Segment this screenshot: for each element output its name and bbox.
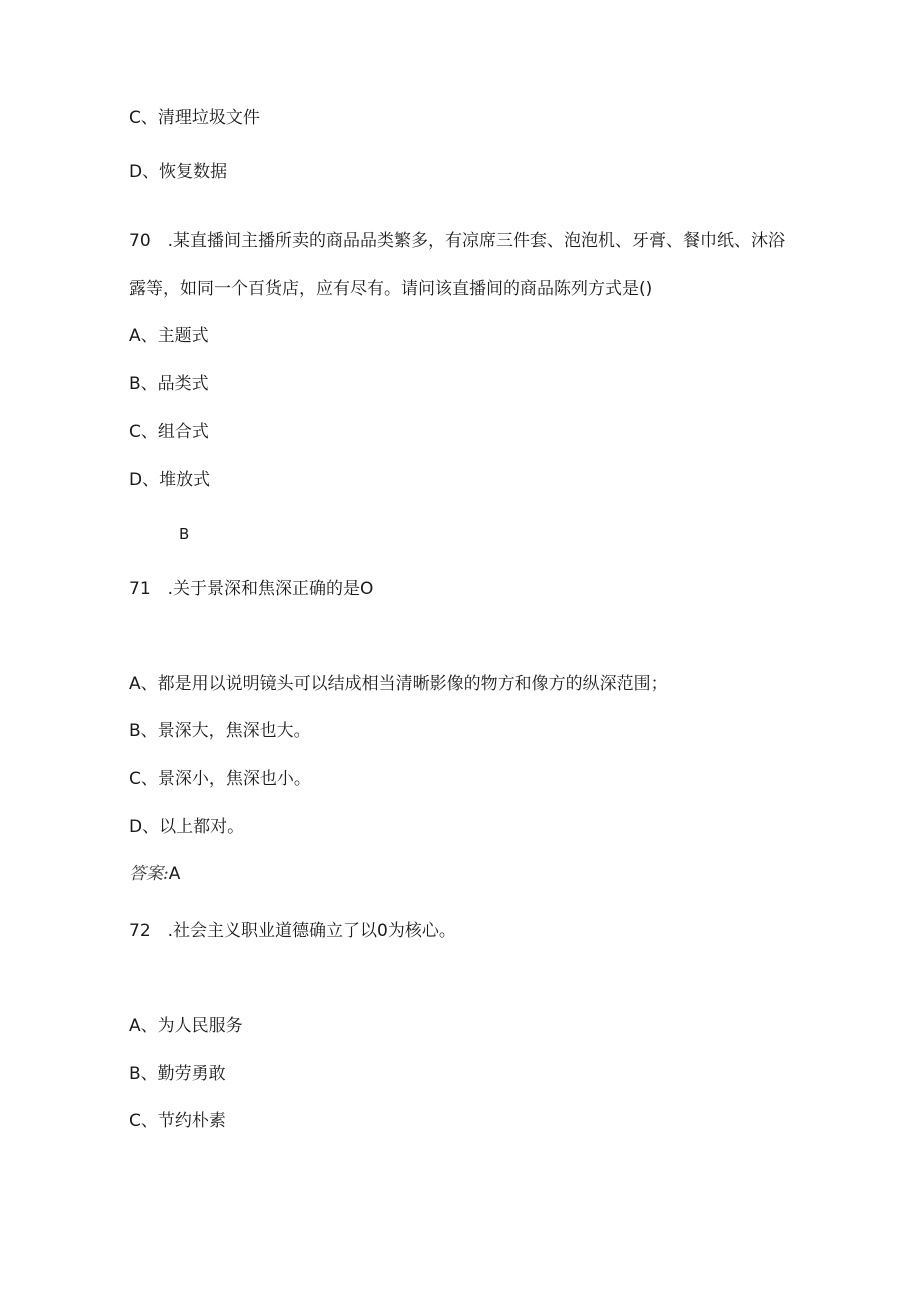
q70-stem-line1: 70 .某直播间主播所卖的商品品类繁多，有凉席三件套、泡泡机、牙膏、餐巾纸、沐浴 — [129, 231, 786, 251]
q70-option-c: C、组合式 — [129, 422, 209, 442]
q71-option-b: B、景深大，焦深也大。 — [129, 721, 311, 741]
q72-stem: 72 .社会主义职业道德确立了以0为核心。 — [129, 921, 456, 941]
q70-stem-line2: 露等，如同一个百货店，应有尽有。请问该直播间的商品陈列方式是() — [129, 279, 653, 299]
q71-option-a: A、都是用以说明镜头可以结成相当清晰影像的物方和像方的纵深范围； — [129, 674, 668, 694]
q71-option-c: C、景深小，焦深也小。 — [129, 769, 311, 789]
q71-answer — [129, 863, 180, 885]
q71-answer-label: 答案: — [129, 864, 169, 884]
q72-option-a: A、为人民服务 — [129, 1016, 243, 1036]
q70-option-d: D、堆放式 — [129, 470, 211, 490]
q70-answer: B — [179, 525, 190, 543]
q70-option-b: B、品类式 — [129, 374, 209, 394]
q70-option-a: A、主题式 — [129, 326, 209, 346]
q71-option-d: D、以上都对。 — [129, 817, 245, 837]
q69-option-c: C、清理垃圾文件 — [129, 108, 260, 128]
q72-option-c: C、节约朴素 — [129, 1111, 226, 1131]
q71-answer-value: A — [168, 864, 181, 884]
q72-option-b: B、勤劳勇敢 — [129, 1064, 226, 1084]
q69-option-d: D、恢复数据 — [129, 162, 228, 182]
q71-stem: 71 .关于景深和焦深正确的是O — [129, 579, 374, 599]
